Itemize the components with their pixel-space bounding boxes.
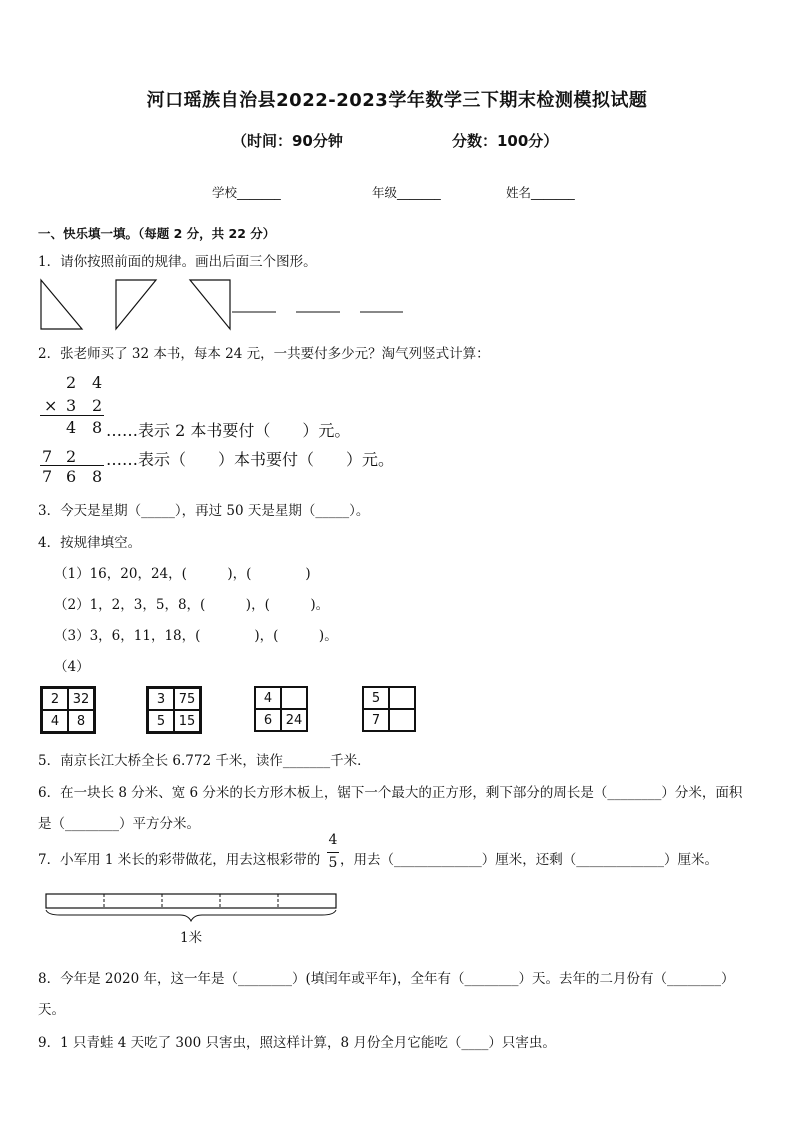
question-4-part-1: （1）16，20，24，( )，( )	[54, 566, 311, 582]
grid-cell: 4	[255, 687, 281, 709]
calc-digit: 3	[66, 396, 77, 415]
question-8-line-1: 8．今年是 2020 年，这一年是（________）(填闰年或平年)，全年有（________）天。去年的二月份有（________）	[38, 971, 735, 987]
calc-rule	[40, 465, 104, 466]
question-7-blanks: ，用去（_____________）厘米，还剩（_____________）厘米。	[340, 852, 718, 868]
triangle-figure-3	[190, 280, 230, 329]
grid-cell: 8	[68, 710, 94, 732]
exam-score: 分数：100分）	[452, 132, 559, 150]
grid-cell: 7	[363, 709, 389, 731]
grid-cell: 15	[174, 710, 200, 732]
calc-digit: 2	[66, 373, 77, 392]
grid-cell: 24	[281, 709, 307, 731]
grade-field: 年级_______	[372, 185, 441, 200]
calc-digit: 2	[92, 396, 103, 415]
fraction-bar	[327, 852, 339, 853]
grid-cell: 3	[148, 688, 174, 710]
calc-digit: 8	[92, 467, 103, 486]
grid-cell: 75	[174, 688, 200, 710]
question-9: 9．1 只青蛙 4 天吃了 300 只害虫，照这样计算，8 月份全月它能吃（____）只害虫。	[38, 1035, 556, 1051]
number-grid-3	[254, 686, 308, 732]
grid-cell: 5	[148, 710, 174, 732]
question-5: 5．南京长江大桥全长 6.772 千米，读作_______千米．	[38, 753, 371, 769]
number-grid-4	[362, 686, 416, 732]
ribbon-brace	[46, 910, 336, 921]
question-4-part-4: （4）	[54, 659, 90, 675]
question-4-part-3: （3）3，6，11，18，( )，( )。	[54, 628, 338, 644]
ribbon-diagram	[40, 888, 340, 924]
fraction-numerator: 4	[328, 832, 338, 848]
grid-cell: 4	[42, 710, 68, 732]
ribbon-bar	[46, 894, 336, 908]
calc-digit: 4	[92, 373, 103, 392]
grid-cell: 6	[255, 709, 281, 731]
pattern-figures	[38, 278, 418, 334]
multiply-sign: ×	[44, 396, 58, 415]
question-3: 3．今天是星期（_____），再过 50 天是星期（_____）。	[38, 503, 370, 519]
question-1: 1．请你按照前面的规律。画出后面三个图形。	[38, 254, 317, 270]
question-6-line-1: 6．在一块长 8 分米、宽 6 分米的长方形木板上，锯下一个最大的正方形，剩下部分的周长是（________）分米，面积	[38, 785, 743, 801]
school-field: 学校_______	[212, 185, 281, 200]
question-4-part-2: （2）1，2，3，5，8，( )，( )。	[54, 597, 330, 613]
number-grid-2	[146, 686, 202, 734]
calc-explain-1: ……表示 2 本书要付（ ）元。	[106, 421, 351, 440]
calc-digit: 4	[66, 418, 77, 437]
calc-digit: 2	[66, 447, 77, 466]
calc-digit: 7	[42, 447, 53, 466]
triangle-figure-1	[41, 280, 82, 329]
grid-cell: 32	[68, 688, 94, 710]
grid-cell[interactable]	[389, 709, 415, 731]
question-6-line-2: 是（________）平方分米。	[38, 816, 200, 832]
page-title: 河口瑶族自治县2022-2023学年数学三下期末检测模拟试题	[146, 90, 648, 111]
name-field: 姓名_______	[506, 185, 575, 200]
grid-cell[interactable]	[389, 687, 415, 709]
exam-time: （时间：90分钟	[232, 132, 343, 150]
question-7-text: 7．小军用 1 米长的彩带做花，用去这根彩带的	[38, 852, 321, 868]
fraction-denominator: 5	[328, 855, 338, 871]
grid-cell: 5	[363, 687, 389, 709]
section-heading: 一、快乐填一填。（每题 2 分，共 22 分）	[38, 226, 276, 241]
number-grid-1	[40, 686, 96, 734]
question-4: 4．按规律填空。	[38, 535, 142, 551]
grid-cell[interactable]	[281, 687, 307, 709]
grid-cell: 2	[42, 688, 68, 710]
ribbon-label: 1米	[180, 930, 203, 946]
question-8-line-2: 天。	[38, 1002, 65, 1018]
calc-explain-2: ……表示（ ）本书要付（ ）元。	[106, 450, 395, 469]
calc-rule	[40, 415, 104, 416]
question-2: 2．张老师买了 32 本书，每本 24 元，一共要付多少元？淘气列竖式计算：	[38, 346, 490, 362]
triangle-figure-2	[116, 280, 156, 329]
calc-digit: 8	[92, 418, 103, 437]
calc-digit: 6	[66, 467, 77, 486]
calc-digit: 7	[42, 467, 53, 486]
